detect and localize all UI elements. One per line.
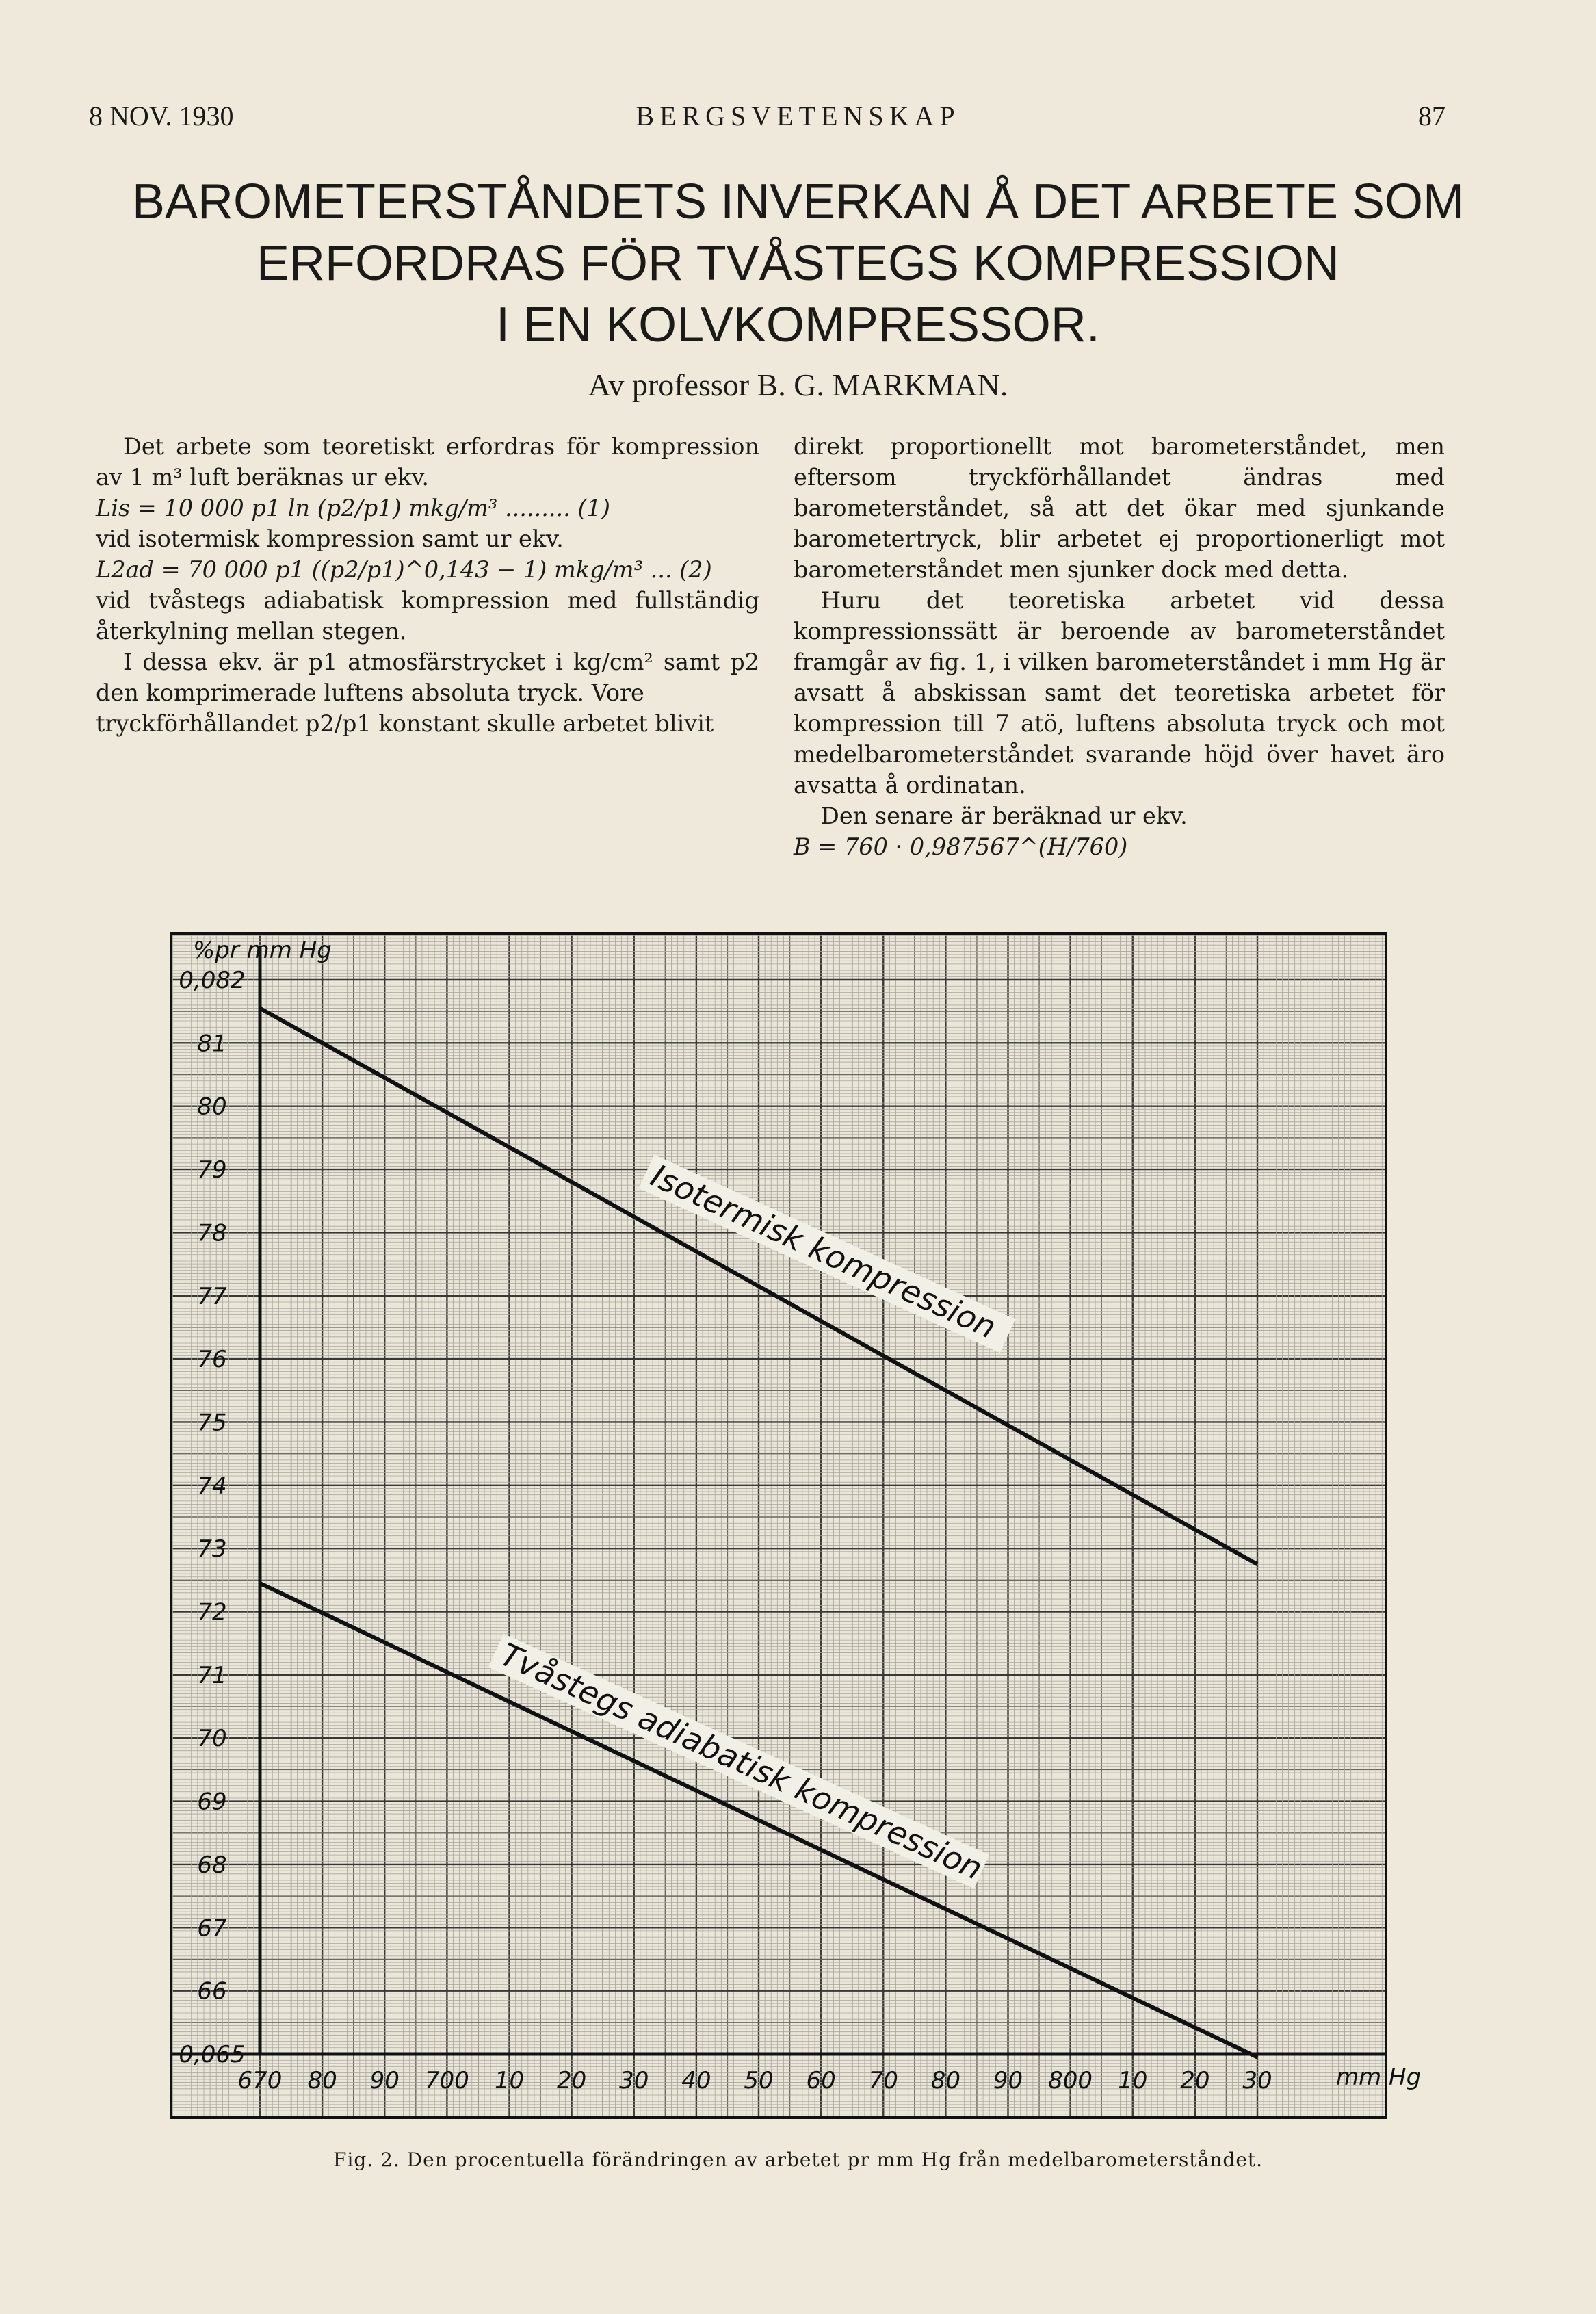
x-tick-label: 90 — [369, 2067, 400, 2094]
y-tick-label: 68 — [197, 1851, 227, 1879]
x-tick-label: 30 — [619, 2067, 649, 2094]
y-tick-label: 0,082 — [179, 967, 246, 994]
y-tick-label: 80 — [197, 1093, 227, 1121]
y-tick-label: 70 — [197, 1725, 227, 1753]
page-number: 87 — [1418, 101, 1445, 131]
paragraph: tryckförhållandet p2/p1 konstant skulle arbetet blivit — [96, 710, 714, 737]
y-tick-label: 72 — [197, 1598, 227, 1626]
x-tick-label: 800 — [1048, 2067, 1093, 2094]
y-axis-label: %pr mm Hg — [193, 937, 332, 964]
x-tick-label: 30 — [1242, 2067, 1272, 2094]
y-tick-label: 75 — [197, 1409, 227, 1437]
series-label: Isotermisk kompression — [645, 1156, 1002, 1347]
y-tick-label: 79 — [197, 1156, 227, 1184]
y-tick-label: 67 — [197, 1914, 227, 1942]
article-title — [68, 171, 1528, 356]
equation-2: L2ad = 70 000 p1 ((p2/p1)^0,143 − 1) mkg/m³ ... (2) — [96, 556, 712, 583]
equation-3: B = 760 · 0,987567^(H/760) — [794, 833, 1128, 860]
x-axis-label: mm Hg — [1336, 2064, 1422, 2091]
y-tick-label: 77 — [197, 1282, 227, 1310]
paragraph: direkt proportionellt mot barometerståndet, men eftersom tryckförhållandet ändras med barometerståndet, så att det ökar med sjunkande barometertryck, blir arbetet ej proportionerligt mot barometerståndet men sjunker dock med detta. — [794, 433, 1445, 583]
paragraph: Huru det teoretiska arbetet vid dessa kompressionssätt är beroende av barometerståndet framgår av fig. 1, i vilken barometerståndet i mm Hg är avsatt å abskissan samt det teoretiska arbetet för kompression till 7 atö, luftens absoluta tryck och mot medelbarometerståndet svarande höjd över havet äro avsatta å ordinatan. — [794, 587, 1445, 798]
title-line: ERFORDRAS FÖR TVÅSTEGS KOMPRESSION — [257, 236, 1339, 291]
y-tick-label: 66 — [197, 1977, 227, 2005]
x-tick-label: 670 — [237, 2067, 283, 2094]
paragraph: vid isotermisk kompression samt ur ekv. — [96, 525, 564, 552]
x-tick-label: 20 — [1180, 2067, 1210, 2094]
figure-caption: Fig. 2. Den procentuella förändringen av arbetet pr mm Hg från medelbarometerståndet. — [332, 2148, 1264, 2171]
author-byline: Av professor B. G. MARKMAN. — [588, 367, 1008, 402]
y-tick-label: 71 — [197, 1661, 227, 1689]
x-tick-label: 80 — [307, 2067, 337, 2094]
title-line: BAROMETERSTÅNDETS INVERKAN Å DET ARBETE SOM — [131, 174, 1465, 229]
plot-background — [170, 932, 1387, 2119]
journal-name: BERGSVETENSKAP — [636, 101, 960, 131]
x-tick-label: 700 — [424, 2067, 469, 2094]
x-tick-label: 20 — [556, 2067, 587, 2094]
x-tick-label: 40 — [681, 2067, 711, 2094]
y-tick-label: 81 — [197, 1030, 227, 1058]
left-column — [96, 431, 759, 739]
right-column — [794, 431, 1445, 862]
series-label: Tvåstegs adiabatisk kompression — [495, 1635, 989, 1888]
paragraph: Den senare är beräknad ur ekv. — [821, 803, 1188, 829]
y-tick-label: 76 — [197, 1346, 227, 1374]
x-tick-label: 70 — [868, 2067, 898, 2094]
running-header — [0, 100, 1596, 138]
y-tick-label: 78 — [197, 1219, 227, 1247]
x-tick-label: 10 — [1118, 2067, 1148, 2094]
x-tick-label: 10 — [494, 2067, 525, 2094]
y-tick-label: 74 — [197, 1472, 227, 1500]
x-tick-label: 60 — [806, 2067, 836, 2094]
y-tick-label: 69 — [197, 1788, 227, 1816]
y-tick-label: 0,065 — [179, 2041, 246, 2068]
issue-date: 8 NOV. 1930 — [89, 101, 234, 131]
equation-1: Lis = 10 000 p1 ln (p2/p1) mkg/m³ ......... (1) — [96, 495, 610, 521]
chart-svg — [170, 932, 1422, 2119]
paragraph: I dessa ekv. är p1 atmosfärstrycket i kg/cm² samt p2 den komprimerade luftens absoluta tryck. Vore — [96, 649, 759, 706]
paragraph: Det arbete som teoretiskt erfordras för kompression av 1 m³ luft beräknas ur ekv. — [96, 433, 759, 491]
y-tick-label: 73 — [197, 1535, 227, 1563]
figure-chart — [170, 932, 1422, 2122]
paragraph: vid tvåstegs adiabatisk kompression med fullständig återkylning mellan stegen. — [96, 587, 759, 645]
x-tick-label: 50 — [744, 2067, 774, 2094]
x-tick-label: 90 — [993, 2067, 1023, 2094]
title-line: I EN KOLVKOMPRESSOR. — [496, 298, 1100, 352]
x-tick-label: 80 — [930, 2067, 961, 2094]
